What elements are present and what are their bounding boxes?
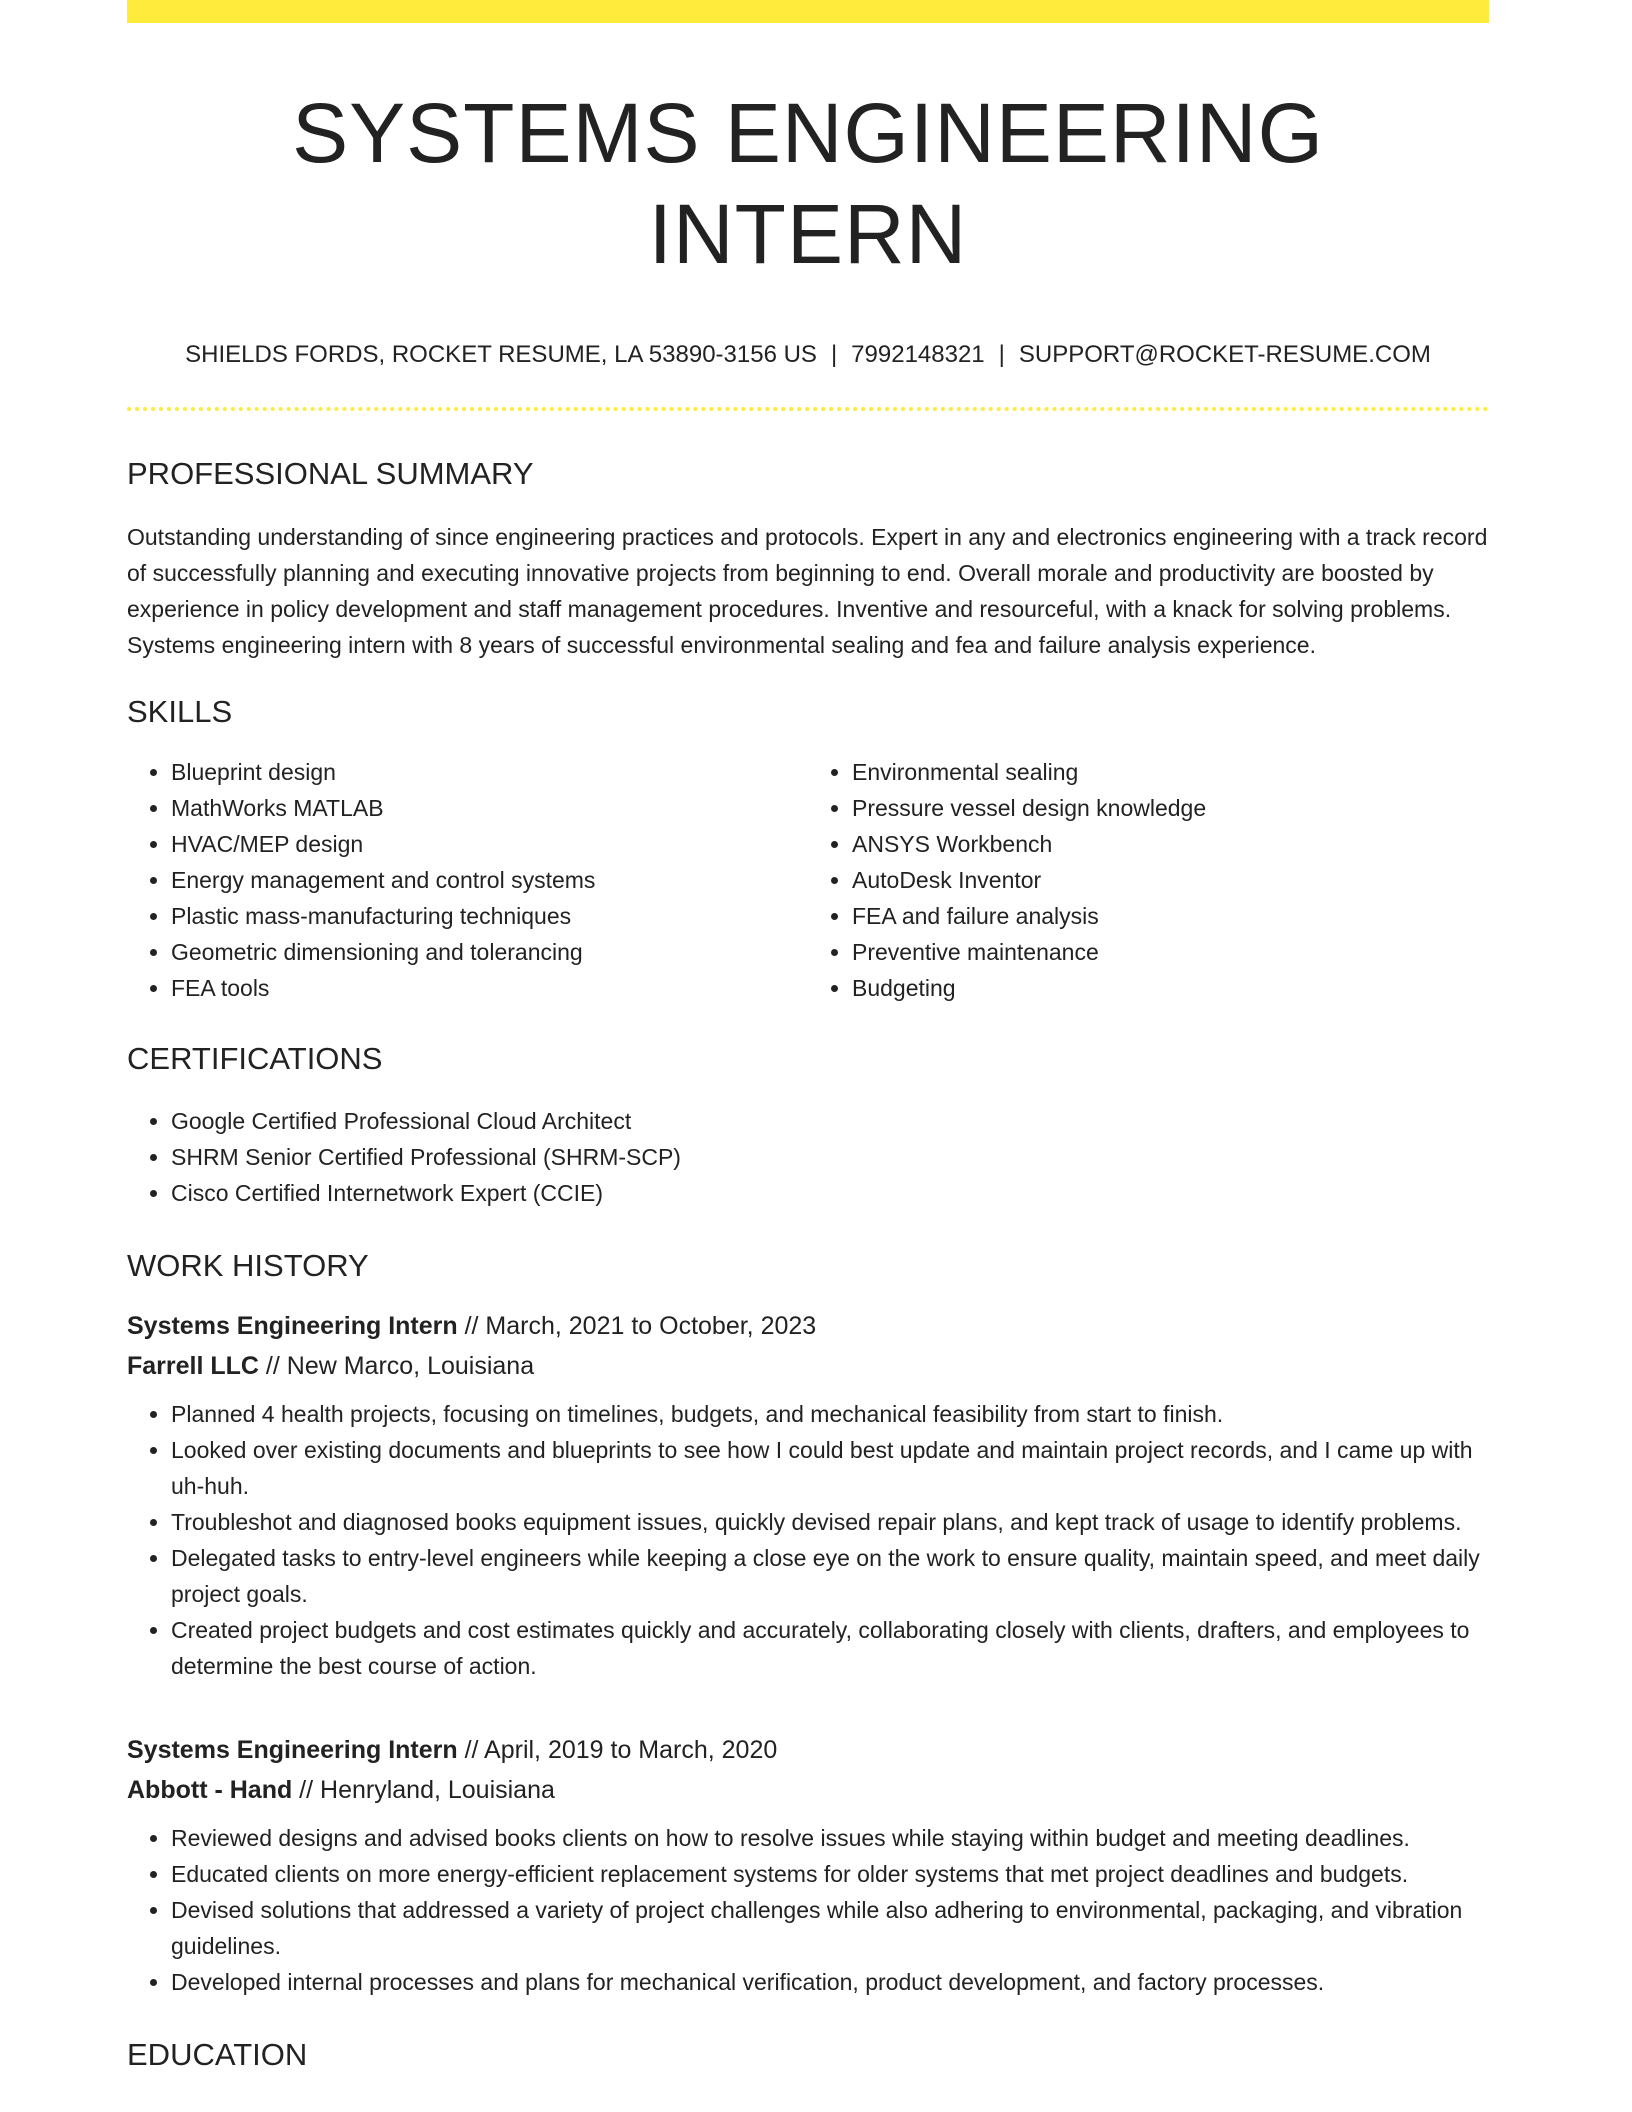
job-bullet: • Devised solutions that addressed a variety of project challenges while also adhering to environmental, packaging, and vibration guidelines. (171, 1892, 1489, 1964)
job-bullets (127, 1396, 1489, 1684)
certifications-heading: CERTIFICATIONS (127, 1040, 383, 1076)
skill-item: • MathWorks MATLAB (171, 790, 808, 826)
job-bullet: • Looked over existing documents and blueprints to see how I could best update and maintain project records, and I came up with uh-huh. (171, 1432, 1489, 1504)
certification-item: • Google Certified Professional Cloud Architect (171, 1103, 1489, 1139)
skill-item: • ANSYS Workbench (852, 826, 1489, 862)
job-entry (127, 1306, 1489, 1684)
job-dates: // March, 2021 to October, 2023 (457, 1312, 817, 1341)
job-bullet: • Troubleshot and diagnosed books equipment issues, quickly devised repair plans, and kept track of usage to identify problems. (171, 1504, 1489, 1540)
certification-item: • SHRM Senior Certified Professional (SHRM-SCP) (171, 1139, 1489, 1175)
certification-item: • Cisco Certified Internetwork Expert (CCIE) (171, 1175, 1489, 1211)
job-title-line (127, 1730, 1489, 1770)
job-bullet: • Reviewed designs and advised books clients on how to resolve issues while staying within budget and meeting deadlines. (171, 1820, 1489, 1856)
contact-separator: | (830, 340, 838, 368)
skills-list-left (127, 754, 808, 1006)
summary-heading: PROFESSIONAL SUMMARY (127, 456, 534, 492)
job-company: Abbott - Hand (127, 1776, 293, 1805)
job-bullets (127, 1820, 1489, 2000)
job-location: // Henryland, Louisiana (292, 1776, 555, 1805)
skill-item: • Blueprint design (171, 754, 808, 790)
skill-item: • Energy management and control systems (171, 862, 808, 898)
contact-line (127, 341, 1489, 370)
skills-columns (127, 754, 1489, 1006)
contact-phone: 7992148321 (851, 340, 985, 368)
contact-email: SUPPORT@ROCKET-RESUME.COM (1018, 340, 1431, 368)
contact-address: SHIELDS FORDS, ROCKET RESUME, LA 53890-3156 US (185, 340, 817, 368)
job-bullet: • Educated clients on more energy-efficient replacement systems for older systems that met project deadlines and budgets. (171, 1856, 1489, 1892)
skill-item: • AutoDesk Inventor (852, 862, 1489, 898)
job-bullet: • Delegated tasks to entry-level engineers while keeping a close eye on the work to ensure quality, maintain speed, and meet daily project goals. (171, 1540, 1489, 1612)
resume-page (127, 0, 1489, 2073)
skills-heading: SKILLS (127, 693, 233, 729)
job-bullet: • Created project budgets and cost estimates quickly and accurately, collaborating closely with clients, drafters, and employees to determine the best course of action. (171, 1612, 1489, 1684)
certifications-list (127, 1103, 1489, 1211)
skill-item: • Plastic mass-manufacturing techniques (171, 898, 808, 934)
skills-list-right (808, 754, 1489, 1006)
accent-bar (127, 0, 1489, 23)
contact-separator: | (998, 340, 1005, 368)
job-bullet: • Planned 4 health projects, focusing on timelines, budgets, and mechanical feasibility from start to finish. (171, 1396, 1489, 1432)
skill-item: • Geometric dimensioning and tolerancing (171, 934, 808, 970)
job-bullet: • Developed internal processes and plans for mechanical verification, product development, and factory processes. (171, 1964, 1489, 2000)
skill-item: • Environmental sealing (852, 754, 1489, 790)
job-role: Systems Engineering Intern (127, 1312, 458, 1341)
dotted-divider (127, 407, 1489, 411)
job-location: // New Marco, Louisiana (258, 1352, 535, 1381)
work-history-heading: WORK HISTORY (127, 1247, 369, 1283)
skill-item: • FEA tools (171, 970, 808, 1006)
job-company-line (127, 1346, 1489, 1386)
education-heading: EDUCATION (127, 2037, 308, 2073)
job-company: Farrell LLC (127, 1352, 259, 1381)
job-entry (127, 1730, 1489, 2000)
skill-item: • FEA and failure analysis (852, 898, 1489, 934)
job-dates: // April, 2019 to March, 2020 (457, 1736, 778, 1765)
job-role: Systems Engineering Intern (127, 1736, 458, 1765)
skill-item: • HVAC/MEP design (171, 826, 808, 862)
skill-item: • Pressure vessel design knowledge (852, 790, 1489, 826)
skill-item: • Preventive maintenance (852, 934, 1489, 970)
skill-item: • Budgeting (852, 970, 1489, 1006)
job-title-line (127, 1306, 1489, 1346)
candidate-name: SYSTEMS ENGINEERING INTERN (292, 86, 1324, 281)
summary-text: Outstanding understanding of since engineering practices and protocols. Expert in any and electronics engineering with a track record of successfully planning and executing innovative projects from beginning to end. Overall morale and productivity are boosted by experience in policy development and staff management procedures. Inventive and resourceful, with a knack for solving problems. Systems engineering intern with 8 years of successful environmental sealing and fea and failure analysis experience. (127, 523, 1488, 658)
job-company-line (127, 1770, 1489, 1810)
